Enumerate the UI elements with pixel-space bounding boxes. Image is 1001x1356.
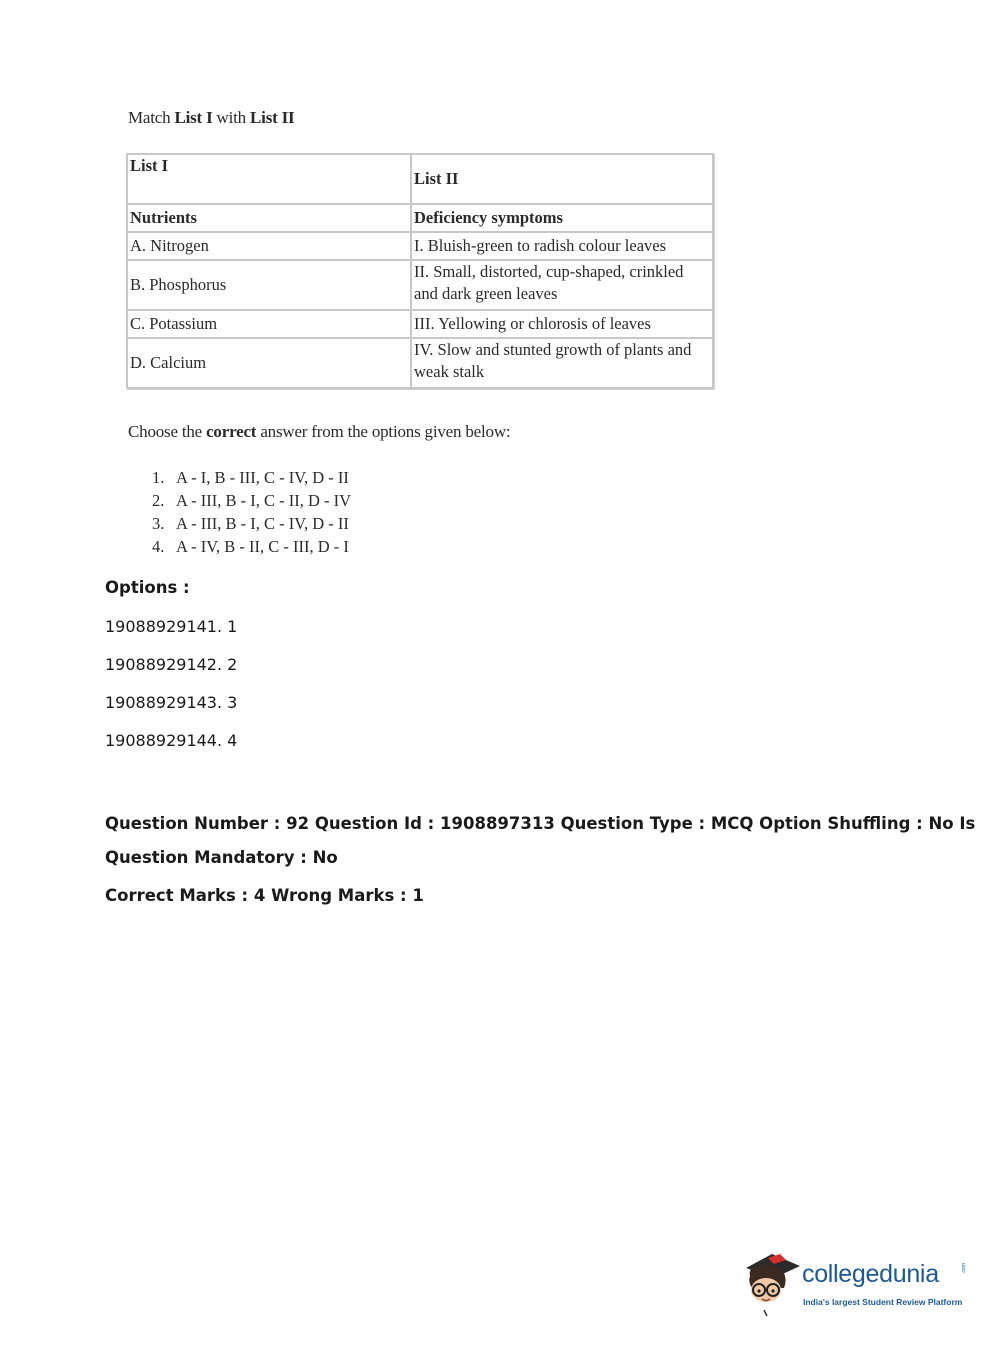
table-header-row: [127, 154, 713, 204]
table-row: [127, 232, 713, 260]
list-item: 2. A - III, B - I, C - II, D - IV: [152, 491, 352, 510]
marks-line: Correct Marks : 4 Wrong Marks : 1: [105, 886, 424, 905]
option-3: 19088929143. 3: [105, 693, 238, 712]
table-row: [127, 260, 713, 310]
choose-instruction: Choose the correct answer from the options given below:: [128, 422, 511, 441]
answer-choices: [152, 466, 351, 558]
logo-tagline: India's largest Student Review Platform: [803, 1297, 963, 1307]
mascot-icon: [742, 1248, 804, 1318]
option-4: 19088929144. 4: [105, 731, 238, 750]
list1-header: List I: [127, 154, 411, 204]
match-table: [126, 153, 714, 389]
table-cell: II. Small, distorted, cup-shaped, crinkled and dark green leaves: [411, 260, 713, 310]
table-cell: A. Nitrogen: [127, 232, 411, 260]
table-cell: C. Potassium: [127, 310, 411, 338]
table-row: [127, 310, 713, 338]
logo-suffix: .com: [961, 1263, 967, 1274]
symptoms-header: Deficiency symptoms: [411, 204, 713, 232]
list-item: 3. A - III, B - I, C - IV, D - II: [152, 514, 349, 533]
list-item: 1. A - I, B - III, C - IV, D - II: [152, 468, 349, 487]
table-cell: I. Bluish-green to radish colour leaves: [411, 232, 713, 260]
table-cell: III. Yellowing or chlorosis of leaves: [411, 310, 713, 338]
list-item: 4. A - IV, B - II, C - III, D - I: [152, 537, 349, 556]
question-meta-line: Question Number : 92 Question Id : 1908897313 Question Type : MCQ Option Shuffling : No Is: [105, 814, 976, 833]
table-row: [127, 338, 713, 388]
table-cell: D. Calcium: [127, 338, 411, 388]
collegedunia-logo: [742, 1248, 972, 1318]
option-1: 19088929141. 1: [105, 617, 238, 636]
option-2: 19088929142. 2: [105, 655, 238, 674]
match-instruction: Match List I with List II: [128, 108, 295, 127]
list2-header: List II: [411, 154, 713, 204]
table-cell: IV. Slow and stunted growth of plants and weak stalk: [411, 338, 713, 388]
logo-name: collegedunia: [802, 1260, 939, 1288]
options-title: Options :: [105, 578, 190, 597]
nutrients-header: Nutrients: [127, 204, 411, 232]
table-subheader-row: [127, 204, 713, 232]
table-cell: B. Phosphorus: [127, 260, 411, 310]
question-meta-line: Question Mandatory : No: [105, 848, 338, 867]
